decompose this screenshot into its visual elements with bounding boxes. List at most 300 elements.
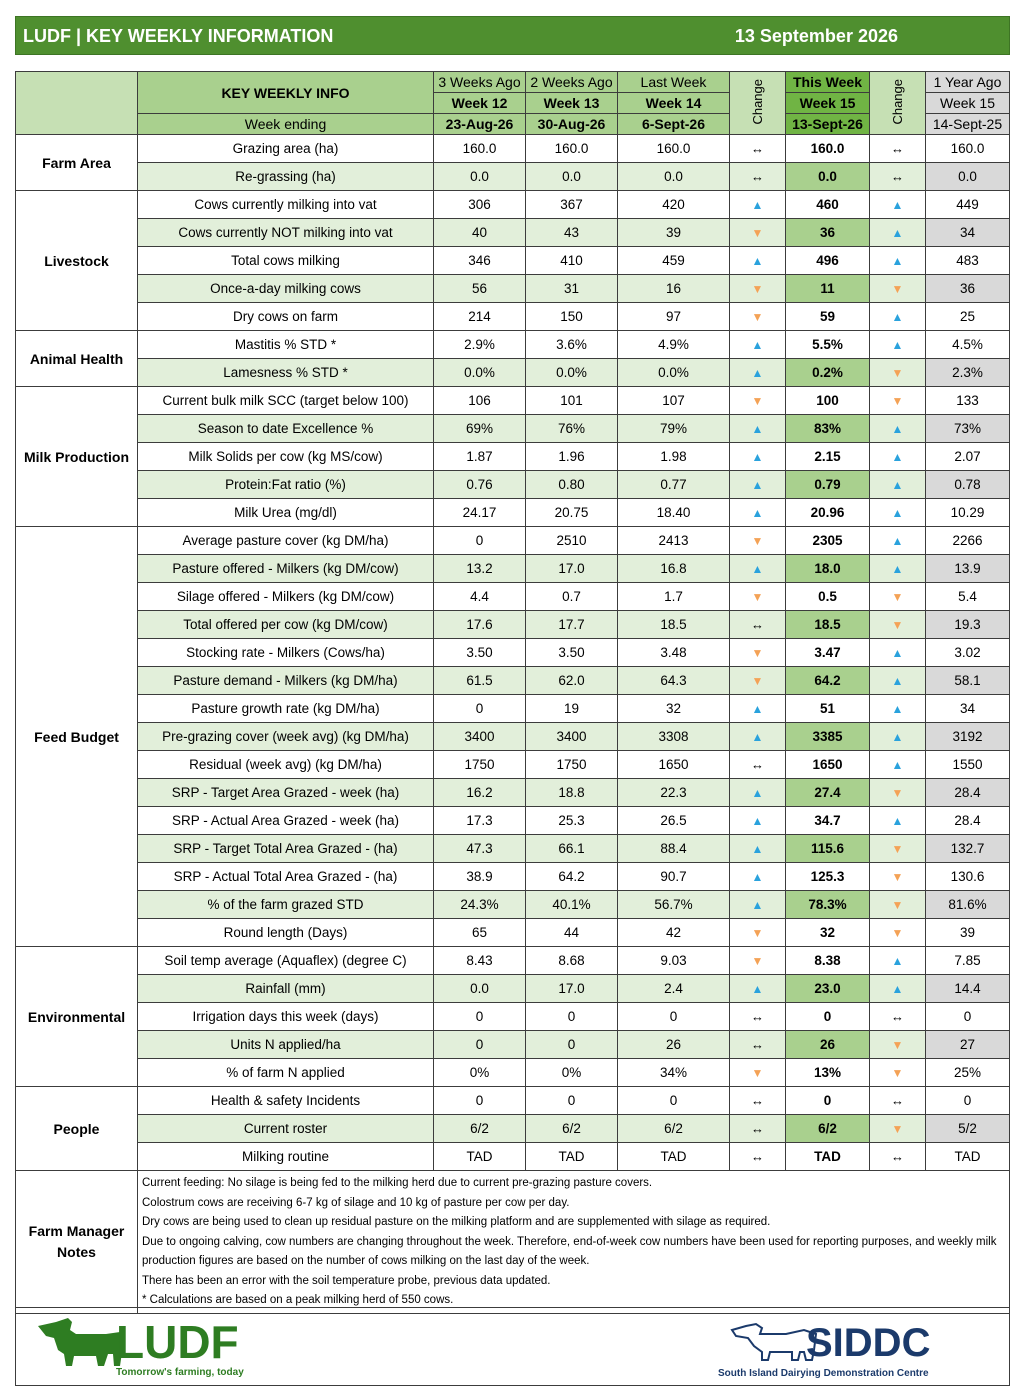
up-arrow-icon: ▲ [891, 730, 904, 744]
metric-label: Average pasture cover (kg DM/ha) [138, 527, 434, 555]
week13-value: 1750 [526, 751, 618, 779]
this-week-value: 496 [786, 247, 870, 275]
metric-label: Total offered per cow (kg DM/cow) [138, 611, 434, 639]
up-arrow-icon: ▲ [891, 982, 904, 996]
change-indicator [730, 611, 786, 639]
change-indicator [870, 219, 926, 247]
up-arrow-icon: ▲ [891, 254, 904, 268]
up-arrow-icon: ▲ [891, 814, 904, 828]
this-week-value: 36 [786, 219, 870, 247]
last-year-value: 58.1 [926, 667, 1010, 695]
this-week-value: 115.6 [786, 835, 870, 863]
change-indicator [730, 443, 786, 471]
down-arrow-icon: ▼ [751, 674, 764, 688]
down-arrow-icon: ▼ [891, 926, 904, 940]
week13-value: 66.1 [526, 835, 618, 863]
week12-value: 106 [434, 387, 526, 415]
change-indicator [870, 891, 926, 919]
up-arrow-icon: ▲ [891, 198, 904, 212]
page-banner [15, 16, 1010, 55]
change-indicator [870, 527, 926, 555]
week13-value: 0% [526, 1059, 618, 1087]
change-indicator [870, 611, 926, 639]
week13-value: 410 [526, 247, 618, 275]
change-indicator [870, 499, 926, 527]
section-name: Environmental [16, 947, 138, 1087]
siddc-logo [718, 1321, 930, 1379]
table-row [16, 639, 1010, 667]
this-week-value: 3.47 [786, 639, 870, 667]
change-indicator [730, 891, 786, 919]
metric-label: Pasture demand - Milkers (kg DM/ha) [138, 667, 434, 695]
week14-value: 90.7 [618, 863, 730, 891]
change-header [870, 72, 926, 135]
ludf-logo [38, 1316, 244, 1378]
down-arrow-icon: ▼ [751, 954, 764, 968]
up-arrow-icon: ▲ [751, 982, 764, 996]
this-week-value: 20.96 [786, 499, 870, 527]
table-row [16, 919, 1010, 947]
week12-value: 40 [434, 219, 526, 247]
change-indicator [870, 779, 926, 807]
last-year-value: 0.78 [926, 471, 1010, 499]
week14-value: 6/2 [618, 1115, 730, 1143]
note-line: Colostrum cows are receiving 6-7 kg of silage and 10 kg of pasture per cow per day. [142, 1196, 570, 1209]
header-corner [16, 72, 138, 135]
this-week-value: 0.79 [786, 471, 870, 499]
week13-value: 64.2 [526, 863, 618, 891]
change-indicator [870, 1003, 926, 1031]
change-indicator [870, 359, 926, 387]
week13-value: 43 [526, 219, 618, 247]
week12-value: 3400 [434, 723, 526, 751]
week13-value: 0 [526, 1003, 618, 1031]
this-week-value: 27.4 [786, 779, 870, 807]
this-week-value: 5.5% [786, 331, 870, 359]
week12-value: 47.3 [434, 835, 526, 863]
column-label: 3 Weeks Ago [434, 72, 526, 93]
this-week-value: 3385 [786, 723, 870, 751]
last-year-value: 133 [926, 387, 1010, 415]
last-year-value: 5/2 [926, 1115, 1010, 1143]
week14-value: 26 [618, 1031, 730, 1059]
up-arrow-icon: ▲ [891, 954, 904, 968]
metric-label: Season to date Excellence % [138, 415, 434, 443]
last-year-value: 449 [926, 191, 1010, 219]
change-indicator [870, 135, 926, 163]
week13-value: 2510 [526, 527, 618, 555]
change-indicator [870, 303, 926, 331]
week14-value: 9.03 [618, 947, 730, 975]
down-arrow-icon: ▼ [751, 646, 764, 660]
table-row [16, 191, 1010, 219]
change-indicator [730, 667, 786, 695]
this-week-value: 1650 [786, 751, 870, 779]
section-name: Animal Health [16, 331, 138, 387]
change-indicator [730, 1003, 786, 1031]
this-week-value: TAD [786, 1143, 870, 1171]
change-indicator [730, 947, 786, 975]
last-year-value: 483 [926, 247, 1010, 275]
up-arrow-icon: ▲ [751, 702, 764, 716]
up-arrow-icon: ▲ [891, 646, 904, 660]
notes-label: Farm Manager Notes [16, 1171, 138, 1314]
change-indicator [870, 639, 926, 667]
last-year-value: 36 [926, 275, 1010, 303]
up-arrow-icon: ▲ [751, 870, 764, 884]
change-indicator [870, 191, 926, 219]
week13-value: 0 [526, 1031, 618, 1059]
last-year-value: 34 [926, 695, 1010, 723]
week13-value: 76% [526, 415, 618, 443]
week12-value: 214 [434, 303, 526, 331]
change-indicator [870, 247, 926, 275]
week12-value: 65 [434, 919, 526, 947]
note-line: Dry cows are being used to clean up residual pasture on the milking platform and are supplemented with silage as required. [142, 1216, 771, 1228]
up-arrow-icon: ▲ [751, 786, 764, 800]
ludf-tagline: Tomorrow's farming, today [116, 1367, 244, 1378]
last-year-value: 39 [926, 919, 1010, 947]
change-indicator [870, 975, 926, 1003]
this-week-value: 64.2 [786, 667, 870, 695]
last-year-value: 28.4 [926, 807, 1010, 835]
week14-value: 2413 [618, 527, 730, 555]
table-row [16, 1031, 1010, 1059]
week12-value: 0 [434, 1031, 526, 1059]
last-year-value: 13.9 [926, 555, 1010, 583]
change-indicator [870, 163, 926, 191]
column-label: 2 Weeks Ago [526, 72, 618, 93]
table-row [16, 135, 1010, 163]
table-row [16, 247, 1010, 275]
change-indicator [870, 583, 926, 611]
column-week: Week 14 [618, 93, 730, 114]
this-week-value: 8.38 [786, 947, 870, 975]
column-week: Week 12 [434, 93, 526, 114]
farm-manager-notes [138, 1171, 1010, 1314]
down-arrow-icon: ▼ [891, 898, 904, 912]
change-header [730, 72, 786, 135]
week14-value: 18.5 [618, 611, 730, 639]
metric-label: Dry cows on farm [138, 303, 434, 331]
up-arrow-icon: ▲ [751, 422, 764, 436]
down-arrow-icon: ▼ [891, 366, 904, 380]
note-line: Current feeding: No silage is being fed to the milking herd due to current pre-grazing pasture covers. [142, 1177, 653, 1189]
no-change-icon: ↔ [751, 617, 764, 632]
week12-value: 1.87 [434, 443, 526, 471]
down-arrow-icon: ▼ [891, 282, 904, 296]
metric-label: SRP - Actual Area Grazed - week (ha) [138, 807, 434, 835]
metric-label: Current roster [138, 1115, 434, 1143]
change-indicator [870, 1143, 926, 1171]
week14-value: 79% [618, 415, 730, 443]
down-arrow-icon: ▼ [751, 590, 764, 604]
table-row [16, 1059, 1010, 1087]
last-year-value: 130.6 [926, 863, 1010, 891]
metric-label: Grazing area (ha) [138, 135, 434, 163]
table-row [16, 275, 1010, 303]
week14-value: 64.3 [618, 667, 730, 695]
table-row [16, 863, 1010, 891]
siddc-wordmark: SIDDC [806, 1321, 931, 1365]
change-indicator [870, 555, 926, 583]
week14-value: 0 [618, 1003, 730, 1031]
this-week-value: 78.3% [786, 891, 870, 919]
key-weekly-table [15, 71, 1010, 1314]
week12-value: 61.5 [434, 667, 526, 695]
week14-value: 34% [618, 1059, 730, 1087]
week12-value: 56 [434, 275, 526, 303]
metric-label: Pasture growth rate (kg DM/ha) [138, 695, 434, 723]
week14-value: 160.0 [618, 135, 730, 163]
week13-value: 160.0 [526, 135, 618, 163]
week13-value: 101 [526, 387, 618, 415]
metric-label: Pre-grazing cover (week avg) (kg DM/ha) [138, 723, 434, 751]
week12-value: 0.0 [434, 975, 526, 1003]
table-row [16, 499, 1010, 527]
column-date: 13-Sept-26 [786, 114, 870, 135]
column-date: 6-Sept-26 [618, 114, 730, 135]
change-indicator [730, 303, 786, 331]
this-week-value: 32 [786, 919, 870, 947]
week12-value: 4.4 [434, 583, 526, 611]
week-ending-label: Week ending [138, 114, 434, 135]
table-row [16, 1143, 1010, 1171]
down-arrow-icon: ▼ [751, 282, 764, 296]
ludf-cow-icon [38, 1318, 124, 1366]
no-change-icon: ↔ [751, 1121, 764, 1136]
last-year-value: 73% [926, 415, 1010, 443]
week13-value: 31 [526, 275, 618, 303]
no-change-icon: ↔ [751, 1149, 764, 1164]
no-change-icon: ↔ [891, 169, 904, 184]
metric-label: Silage offered - Milkers (kg DM/cow) [138, 583, 434, 611]
week12-value: 8.43 [434, 947, 526, 975]
up-arrow-icon: ▲ [751, 842, 764, 856]
last-year-value: 14.4 [926, 975, 1010, 1003]
week12-value: 69% [434, 415, 526, 443]
down-arrow-icon: ▼ [891, 786, 904, 800]
this-week-value: 0 [786, 1003, 870, 1031]
last-year-value: 0 [926, 1003, 1010, 1031]
metric-label: Residual (week avg) (kg DM/ha) [138, 751, 434, 779]
footer-graphic [16, 1308, 1009, 1385]
metric-label: Irrigation days this week (days) [138, 1003, 434, 1031]
this-week-value: 0.5 [786, 583, 870, 611]
week13-value: 8.68 [526, 947, 618, 975]
table-row [16, 667, 1010, 695]
table-row [16, 219, 1010, 247]
this-week-value: 100 [786, 387, 870, 415]
last-year-value: 4.5% [926, 331, 1010, 359]
note-line: * Calculations are based on a peak milking herd of 550 cows. [142, 1294, 454, 1306]
column-label: 1 Year Ago [926, 72, 1010, 93]
up-arrow-icon: ▲ [751, 450, 764, 464]
footer-logos [15, 1307, 1010, 1386]
up-arrow-icon: ▲ [751, 814, 764, 828]
week13-value: 0 [526, 1087, 618, 1115]
week13-value: 3.6% [526, 331, 618, 359]
week13-value: 3.50 [526, 639, 618, 667]
table-row [16, 583, 1010, 611]
week12-value: 1750 [434, 751, 526, 779]
last-year-value: 27 [926, 1031, 1010, 1059]
metric-label: Pasture offered - Milkers (kg DM/cow) [138, 555, 434, 583]
table-row [16, 1115, 1010, 1143]
change-indicator [870, 1031, 926, 1059]
up-arrow-icon: ▲ [891, 478, 904, 492]
change-indicator [870, 695, 926, 723]
up-arrow-icon: ▲ [751, 506, 764, 520]
last-year-value: 19.3 [926, 611, 1010, 639]
change-indicator [730, 1059, 786, 1087]
metric-label: Cows currently NOT milking into vat [138, 219, 434, 247]
section-name: People [16, 1087, 138, 1171]
siddc-name: South Island Dairying Demonstration Centre [718, 1368, 929, 1379]
this-week-value: 13% [786, 1059, 870, 1087]
change-indicator [870, 1059, 926, 1087]
week14-value: 32 [618, 695, 730, 723]
last-year-value: 3192 [926, 723, 1010, 751]
week14-value: 459 [618, 247, 730, 275]
change-indicator [730, 415, 786, 443]
change-indicator [730, 191, 786, 219]
metric-label: Soil temp average (Aquaflex) (degree C) [138, 947, 434, 975]
this-week-value: 59 [786, 303, 870, 331]
this-week-value: 18.5 [786, 611, 870, 639]
week12-value: 0 [434, 1003, 526, 1031]
week12-value: 306 [434, 191, 526, 219]
table-row [16, 331, 1010, 359]
table-row [16, 1003, 1010, 1031]
metric-label: Current bulk milk SCC (target below 100) [138, 387, 434, 415]
metric-label: Mastitis % STD * [138, 331, 434, 359]
change-indicator [730, 835, 786, 863]
column-week: Week 13 [526, 93, 618, 114]
change-indicator [730, 219, 786, 247]
metric-label: Protein:Fat ratio (%) [138, 471, 434, 499]
change-indicator [730, 919, 786, 947]
change-indicator [730, 359, 786, 387]
week12-value: 17.6 [434, 611, 526, 639]
change-indicator [870, 919, 926, 947]
last-year-value: 25 [926, 303, 1010, 331]
last-year-value: 5.4 [926, 583, 1010, 611]
page-title: LUDF | KEY WEEKLY INFORMATION [23, 26, 334, 46]
week13-value: 17.0 [526, 975, 618, 1003]
change-indicator [730, 331, 786, 359]
week14-value: 18.40 [618, 499, 730, 527]
week13-value: TAD [526, 1143, 618, 1171]
week13-value: 25.3 [526, 807, 618, 835]
last-year-value: 25% [926, 1059, 1010, 1087]
week13-value: 3400 [526, 723, 618, 751]
week13-value: 17.7 [526, 611, 618, 639]
siddc-cow-icon [732, 1324, 816, 1360]
week14-value: 39 [618, 219, 730, 247]
table-row [16, 163, 1010, 191]
this-week-value: 6/2 [786, 1115, 870, 1143]
change-indicator [730, 723, 786, 751]
metric-label: Once-a-day milking cows [138, 275, 434, 303]
metric-label: Milking routine [138, 1143, 434, 1171]
week12-value: 0 [434, 1087, 526, 1115]
metric-label: Re-grassing (ha) [138, 163, 434, 191]
week13-value: 150 [526, 303, 618, 331]
week14-value: 0.0 [618, 163, 730, 191]
this-week-value: 0 [786, 1087, 870, 1115]
table-row [16, 527, 1010, 555]
metric-label: Units N applied/ha [138, 1031, 434, 1059]
last-year-value: 28.4 [926, 779, 1010, 807]
week13-value: 0.80 [526, 471, 618, 499]
change-indicator [870, 275, 926, 303]
column-date: 23-Aug-26 [434, 114, 526, 135]
up-arrow-icon: ▲ [751, 254, 764, 268]
change-indicator [730, 1031, 786, 1059]
week12-value: 160.0 [434, 135, 526, 163]
change-indicator [870, 835, 926, 863]
up-arrow-icon: ▲ [891, 338, 904, 352]
table-row [16, 947, 1010, 975]
metric-label: Milk Urea (mg/dl) [138, 499, 434, 527]
week12-value: 0.0 [434, 163, 526, 191]
table-row [16, 471, 1010, 499]
last-year-value: 1550 [926, 751, 1010, 779]
change-indicator [870, 415, 926, 443]
week14-value: 16.8 [618, 555, 730, 583]
week13-value: 0.0 [526, 163, 618, 191]
week14-value: 1.7 [618, 583, 730, 611]
up-arrow-icon: ▲ [891, 450, 904, 464]
no-change-icon: ↔ [751, 169, 764, 184]
week12-value: 17.3 [434, 807, 526, 835]
last-year-value: TAD [926, 1143, 1010, 1171]
change-indicator [870, 1115, 926, 1143]
change-indicator [870, 947, 926, 975]
last-year-value: 2266 [926, 527, 1010, 555]
change-indicator [870, 723, 926, 751]
change-label: Change [750, 78, 765, 125]
week14-value: 3.48 [618, 639, 730, 667]
down-arrow-icon: ▼ [891, 618, 904, 632]
week12-value: 0 [434, 695, 526, 723]
metric-label: SRP - Target Area Grazed - week (ha) [138, 779, 434, 807]
no-change-icon: ↔ [751, 141, 764, 156]
report-date: 13 September 2026 [734, 26, 898, 46]
table-row [16, 751, 1010, 779]
section-name: Milk Production [16, 387, 138, 527]
no-change-icon: ↔ [751, 1009, 764, 1024]
column-date: 14-Sept-25 [926, 114, 1010, 135]
up-arrow-icon: ▲ [751, 562, 764, 576]
metric-label: Stocking rate - Milkers (Cows/ha) [138, 639, 434, 667]
change-indicator [730, 863, 786, 891]
this-week-value: 34.7 [786, 807, 870, 835]
up-arrow-icon: ▲ [751, 898, 764, 912]
table-row [16, 1087, 1010, 1115]
down-arrow-icon: ▼ [751, 1066, 764, 1080]
up-arrow-icon: ▲ [891, 310, 904, 324]
change-label: Change [890, 78, 905, 125]
last-year-value: 0 [926, 1087, 1010, 1115]
table-row [16, 555, 1010, 583]
this-week-value: 23.0 [786, 975, 870, 1003]
week14-value: 0.0% [618, 359, 730, 387]
up-arrow-icon: ▲ [891, 534, 904, 548]
week14-value: 420 [618, 191, 730, 219]
table-row [16, 443, 1010, 471]
